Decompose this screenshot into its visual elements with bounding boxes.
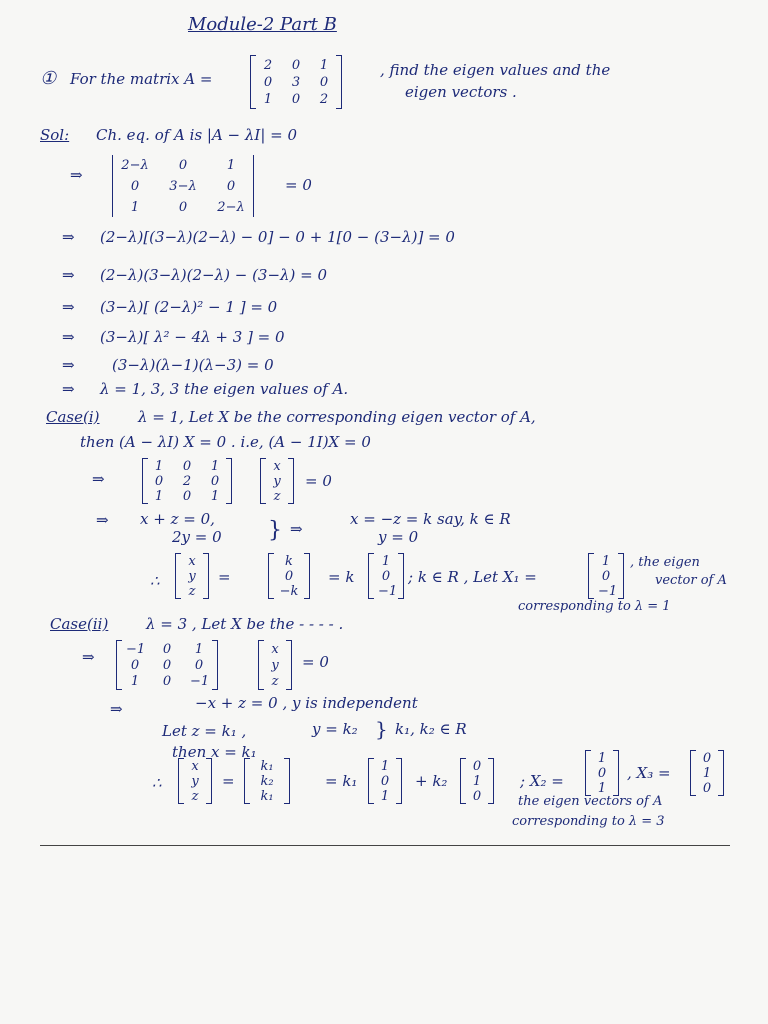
case-1-label: Case(i)	[46, 408, 100, 426]
case-1-sol-2: y = 0	[378, 528, 419, 546]
case-1-unit-vector: 1 0 −1	[368, 553, 404, 599]
question-prefix: For the matrix A =	[70, 70, 213, 88]
question-text-1: , find the eigen values and the	[380, 61, 611, 79]
page-title: Module-2 Part B	[188, 14, 337, 35]
case-2-note-2: corresponding to λ = 3	[512, 814, 665, 829]
case-2-equation: −x + z = 0 , y is independent	[195, 694, 418, 712]
case-1-sol-1: x = −z = k say, k ∈ R	[350, 510, 511, 528]
equals: =	[222, 772, 235, 790]
case-2-vector: x y z	[258, 640, 292, 690]
step-arrow: ⇒	[62, 266, 75, 284]
case-2-matrix: −1 0 1 0 0 0 1 0 −1	[116, 640, 218, 690]
determinant-equals: = 0	[285, 176, 312, 194]
equals: =	[218, 568, 231, 586]
matrix-a: 2 0 1 0 3 0 1 0 2	[250, 55, 342, 109]
case-2-xyz-vector: x y z	[178, 758, 212, 804]
case-1-note-1: , the eigen	[630, 555, 700, 570]
characteristic-equation: Ch. eq. of A is |A − λI| = 0	[96, 126, 298, 144]
step-arrow: ⇒	[62, 328, 75, 346]
step-arrow: ⇒	[62, 356, 75, 374]
case-1-note-2: vector of A	[655, 573, 727, 588]
therefore: ∴	[152, 774, 162, 792]
case-1-tail: ; k ∈ R , Let X₁ =	[408, 568, 537, 586]
case-2-note-1: the eigen vectors of A	[518, 794, 663, 809]
question-number: ①	[40, 68, 57, 89]
step-4: (3−λ)[ λ² − 4λ + 3 ] = 0	[100, 328, 285, 346]
step-arrow: ⇒	[62, 298, 75, 316]
implies-arrow: ⇒	[92, 470, 105, 488]
case-2-comma: , X₃ =	[627, 764, 671, 782]
page-bottom-rule	[40, 845, 730, 846]
step-3: (3−λ)[ (2−λ)² − 1 ] = 0	[100, 298, 278, 316]
step-1: (2−λ)[(3−λ)(2−λ) − 0] − 0 + 1[0 − (3−λ)] = 0	[100, 228, 455, 246]
step-arrow: ⇒	[62, 380, 75, 398]
equals-k1: = k₁	[325, 772, 358, 790]
eigenvector-x3: 0 1 0	[690, 750, 724, 796]
equals-k: = k	[328, 568, 355, 586]
case-2-semi: ; X₂ =	[520, 772, 564, 790]
step-2: (2−λ)(3−λ)(2−λ) − (3−λ) = 0	[100, 266, 328, 284]
case-2-line-1: λ = 3 , Let X be the - - - - .	[146, 615, 344, 633]
implies-arrow: ⇒	[70, 166, 83, 184]
case-2-let-1: Let z = k₁ ,	[162, 722, 247, 740]
case-1-xyz-vector: x y z	[175, 553, 209, 599]
case-1-matrix: 1 0 1 0 2 0 1 0 1	[142, 458, 232, 504]
case-1-eq-zero: = 0	[305, 472, 332, 490]
step-5: (3−λ)(λ−1)(λ−3) = 0	[112, 356, 274, 374]
eigenvector-x1: 1 0 −1	[588, 553, 624, 599]
case-1-eqs-2: 2y = 0	[172, 528, 222, 546]
question-text-2: eigen vectors .	[405, 83, 517, 101]
case-1-line-2: then (A − λI) X = 0 . i.e, (A − 1I)X = 0	[80, 433, 371, 451]
implies-arrow: ⇒	[96, 511, 109, 529]
case-1-line-1: λ = 1, Let X be the corresponding eigen vector of A,	[138, 408, 536, 426]
implies-arrow: ⇒	[110, 700, 123, 718]
case-2-let-2: y = k₂	[312, 720, 358, 738]
case-2-eq-zero: = 0	[302, 653, 329, 671]
case-2-label: Case(ii)	[50, 615, 109, 633]
case-2-vector-v1: 1 0 1	[368, 758, 402, 804]
case-1-vector: x y z	[260, 458, 294, 504]
solution-label: Sol:	[40, 126, 70, 144]
step-arrow: ⇒	[62, 228, 75, 246]
plus-k2: + k₂	[415, 772, 448, 790]
case-2-k-vector: k₁ k₂ k₁	[244, 758, 290, 804]
eigenvector-x2: 1 0 1	[585, 750, 619, 796]
case-1-note-3: corresponding to λ = 1	[518, 599, 671, 614]
case-1-eqs-1: x + z = 0,	[140, 510, 215, 528]
case-1-k-vector: k 0 −k	[268, 553, 310, 599]
case-2-vector-v2: 0 1 0	[460, 758, 494, 804]
brace: }	[268, 518, 282, 543]
brace: }	[375, 717, 388, 741]
case-2-let-3: k₁, k₂ ∈ R	[395, 720, 467, 738]
case-2-then: then x = k₁	[172, 743, 257, 761]
determinant-matrix: 2−λ 0 1 0 3−λ 0 1 0 2−λ	[112, 155, 254, 217]
implies-arrow: ⇒	[82, 648, 95, 666]
eigenvalues-result: λ = 1, 3, 3 the eigen values of A.	[100, 380, 349, 398]
therefore: ∴	[150, 572, 160, 590]
implies-arrow: ⇒	[290, 520, 303, 538]
